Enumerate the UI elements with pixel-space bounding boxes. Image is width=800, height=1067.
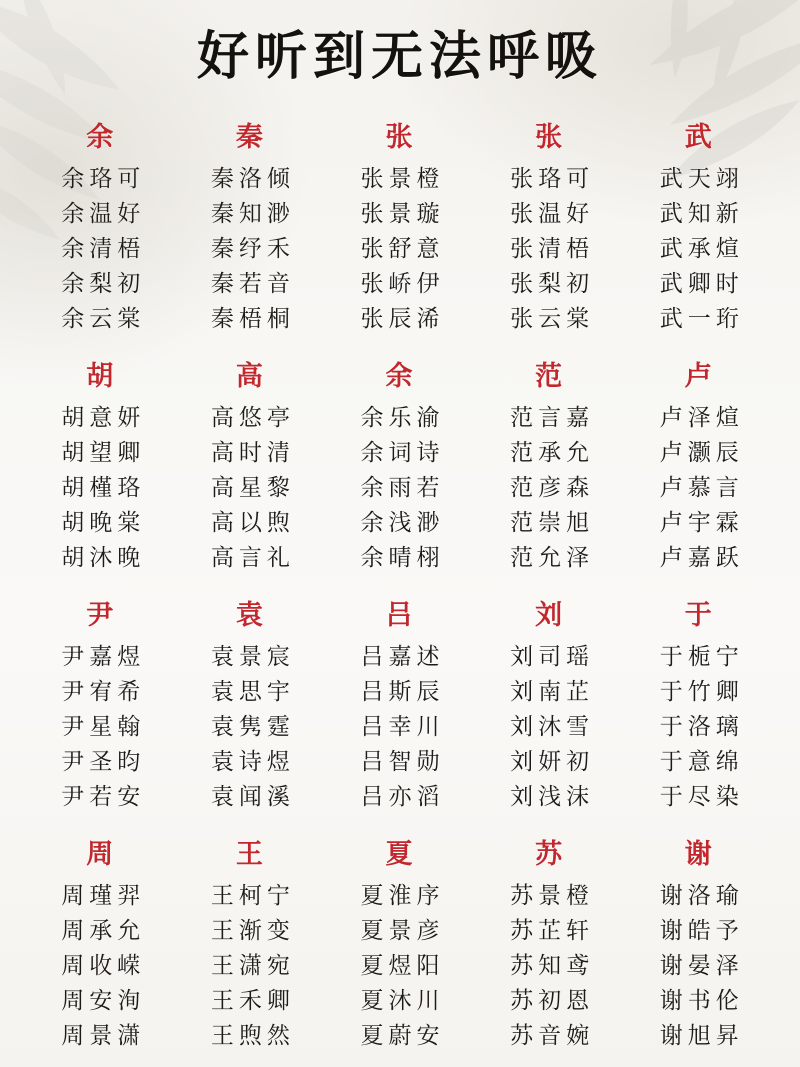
name-list — [624, 879, 774, 1054]
list-item: 谢皓予 — [659, 918, 744, 944]
list-item: 范言嘉 — [510, 405, 595, 431]
list-item: 范允泽 — [510, 545, 595, 571]
name-group — [475, 596, 625, 815]
surname-heading: 于 — [684, 600, 714, 631]
name-group — [624, 357, 774, 576]
name-group — [624, 835, 774, 1054]
list-item: 武承煊 — [659, 236, 744, 262]
list-item: 苏景橙 — [510, 883, 595, 909]
list-item: 余乐渝 — [360, 405, 445, 431]
list-item: 武天翊 — [659, 166, 744, 192]
list-item: 王煦然 — [210, 1023, 295, 1049]
list-item: 周收嵘 — [61, 953, 146, 979]
list-item: 谢晏泽 — [659, 953, 744, 979]
name-list — [176, 640, 326, 815]
surname-heading: 张 — [385, 122, 415, 153]
list-item: 吕亦滔 — [360, 784, 445, 810]
name-list — [325, 640, 475, 815]
name-group — [26, 357, 176, 576]
name-group — [176, 118, 326, 337]
list-item: 尹嘉煜 — [61, 644, 146, 670]
list-item: 余雨若 — [360, 475, 445, 501]
list-item: 胡晚棠 — [61, 510, 146, 536]
list-item: 余词诗 — [360, 440, 445, 466]
name-group — [475, 835, 625, 1054]
list-item: 张清梧 — [510, 236, 595, 262]
name-list — [325, 401, 475, 576]
list-item: 苏芷轩 — [510, 918, 595, 944]
name-group — [176, 596, 326, 815]
list-item: 袁闻溪 — [210, 784, 295, 810]
name-list — [475, 879, 625, 1054]
list-item: 吕智勋 — [360, 749, 445, 775]
name-list — [176, 162, 326, 337]
list-item: 胡意妍 — [61, 405, 146, 431]
surname-heading: 刘 — [535, 600, 565, 631]
list-item: 卢泽煊 — [659, 405, 744, 431]
list-item: 秦若音 — [210, 271, 295, 297]
list-item: 胡望卿 — [61, 440, 146, 466]
list-item: 武一珩 — [659, 306, 744, 332]
list-item: 张云棠 — [510, 306, 595, 332]
list-item: 刘司瑶 — [510, 644, 595, 670]
surname-heading: 夏 — [385, 839, 415, 870]
list-item: 胡槿珞 — [61, 475, 146, 501]
surname-heading: 余 — [385, 361, 415, 392]
list-item: 谢书伦 — [659, 988, 744, 1014]
name-list — [176, 879, 326, 1054]
list-item: 余晴栩 — [360, 545, 445, 571]
list-item: 高言礼 — [210, 545, 295, 571]
list-item: 刘浅沫 — [510, 784, 595, 810]
list-item: 胡沐晚 — [61, 545, 146, 571]
list-item: 周景潇 — [61, 1023, 146, 1049]
surname-heading: 袁 — [235, 600, 265, 631]
list-item: 夏景彦 — [360, 918, 445, 944]
list-item: 卢宇霖 — [659, 510, 744, 536]
list-item: 余珞可 — [61, 166, 146, 192]
list-item: 张梨初 — [510, 271, 595, 297]
list-item: 刘妍初 — [510, 749, 595, 775]
list-item: 夏蔚安 — [360, 1023, 445, 1049]
list-item: 卢嘉跃 — [659, 545, 744, 571]
list-item: 高以煦 — [210, 510, 295, 536]
list-item: 夏淮序 — [360, 883, 445, 909]
list-item: 张峤伊 — [360, 271, 445, 297]
name-group — [26, 596, 176, 815]
name-group — [26, 118, 176, 337]
list-item: 袁景宸 — [210, 644, 295, 670]
list-item: 袁隽霆 — [210, 714, 295, 740]
surname-heading: 胡 — [86, 361, 116, 392]
list-item: 王渐变 — [210, 918, 295, 944]
name-group — [325, 118, 475, 337]
list-item: 夏煜阳 — [360, 953, 445, 979]
surname-heading: 范 — [535, 361, 565, 392]
surname-heading: 苏 — [535, 839, 565, 870]
list-item: 余清梧 — [61, 236, 146, 262]
name-list — [624, 640, 774, 815]
list-item: 高星黎 — [210, 475, 295, 501]
list-item: 余云棠 — [61, 306, 146, 332]
name-list — [624, 162, 774, 337]
name-list — [624, 401, 774, 576]
surname-heading: 张 — [535, 122, 565, 153]
name-group — [624, 596, 774, 815]
name-group — [26, 835, 176, 1054]
list-item: 尹星翰 — [61, 714, 146, 740]
surname-heading: 武 — [684, 122, 714, 153]
list-item: 袁诗煜 — [210, 749, 295, 775]
name-list — [325, 879, 475, 1054]
list-item: 张温好 — [510, 201, 595, 227]
list-item: 于栀宁 — [659, 644, 744, 670]
name-group — [176, 835, 326, 1054]
list-item: 张景璇 — [360, 201, 445, 227]
list-item: 周安洵 — [61, 988, 146, 1014]
surname-heading: 尹 — [86, 600, 116, 631]
list-item: 范彦森 — [510, 475, 595, 501]
list-item: 刘沐雪 — [510, 714, 595, 740]
name-grid — [26, 118, 774, 1054]
list-item: 秦知渺 — [210, 201, 295, 227]
list-item: 于尽染 — [659, 784, 744, 810]
surname-heading: 高 — [235, 361, 265, 392]
list-item: 苏初恩 — [510, 988, 595, 1014]
list-item: 谢洛瑜 — [659, 883, 744, 909]
page-title: 好听到无法呼吸 — [196, 26, 603, 87]
list-item: 尹宥希 — [61, 679, 146, 705]
list-item: 吕幸川 — [360, 714, 445, 740]
list-item: 张景橙 — [360, 166, 445, 192]
list-item: 夏沐川 — [360, 988, 445, 1014]
list-item: 张舒意 — [360, 236, 445, 262]
list-item: 余梨初 — [61, 271, 146, 297]
list-item: 范承允 — [510, 440, 595, 466]
list-item: 范崇旭 — [510, 510, 595, 536]
name-list — [475, 162, 625, 337]
list-item: 高时清 — [210, 440, 295, 466]
list-item: 苏音婉 — [510, 1023, 595, 1049]
name-group — [325, 596, 475, 815]
name-group — [624, 118, 774, 337]
list-item: 刘南芷 — [510, 679, 595, 705]
list-item: 于洛璃 — [659, 714, 744, 740]
name-list — [176, 401, 326, 576]
list-item: 周承允 — [61, 918, 146, 944]
list-item: 秦洛倾 — [210, 166, 295, 192]
list-item: 周瑾羿 — [61, 883, 146, 909]
list-item: 谢旭昇 — [659, 1023, 744, 1049]
list-item: 于竹卿 — [659, 679, 744, 705]
list-item: 吕斯辰 — [360, 679, 445, 705]
name-list — [26, 401, 176, 576]
surname-heading: 周 — [86, 839, 116, 870]
list-item: 于意绵 — [659, 749, 744, 775]
name-list — [475, 401, 625, 576]
list-item: 高悠亭 — [210, 405, 295, 431]
surname-heading: 吕 — [385, 600, 415, 631]
list-item: 吕嘉述 — [360, 644, 445, 670]
list-item: 卢灏辰 — [659, 440, 744, 466]
list-item: 苏知鸢 — [510, 953, 595, 979]
list-item: 余温好 — [61, 201, 146, 227]
name-group — [176, 357, 326, 576]
list-item: 张珞可 — [510, 166, 595, 192]
list-item: 卢慕言 — [659, 475, 744, 501]
surname-heading: 谢 — [684, 839, 714, 870]
list-item: 武知新 — [659, 201, 744, 227]
name-group — [475, 118, 625, 337]
list-item: 武卿时 — [659, 271, 744, 297]
surname-heading: 余 — [86, 122, 116, 153]
list-item: 袁思宇 — [210, 679, 295, 705]
list-item: 王禾卿 — [210, 988, 295, 1014]
list-item: 王柯宁 — [210, 883, 295, 909]
name-group — [475, 357, 625, 576]
list-item: 张辰浠 — [360, 306, 445, 332]
name-list — [325, 162, 475, 337]
list-item: 王潇宛 — [210, 953, 295, 979]
list-item: 秦纾禾 — [210, 236, 295, 262]
surname-heading: 卢 — [684, 361, 714, 392]
name-list — [26, 640, 176, 815]
list-item: 尹若安 — [61, 784, 146, 810]
list-item: 秦梧桐 — [210, 306, 295, 332]
name-group — [325, 835, 475, 1054]
list-item: 余浅渺 — [360, 510, 445, 536]
name-group — [325, 357, 475, 576]
name-list — [26, 879, 176, 1054]
list-item: 尹圣昀 — [61, 749, 146, 775]
name-list — [475, 640, 625, 815]
surname-heading: 王 — [235, 839, 265, 870]
name-list — [26, 162, 176, 337]
surname-heading: 秦 — [235, 122, 265, 153]
